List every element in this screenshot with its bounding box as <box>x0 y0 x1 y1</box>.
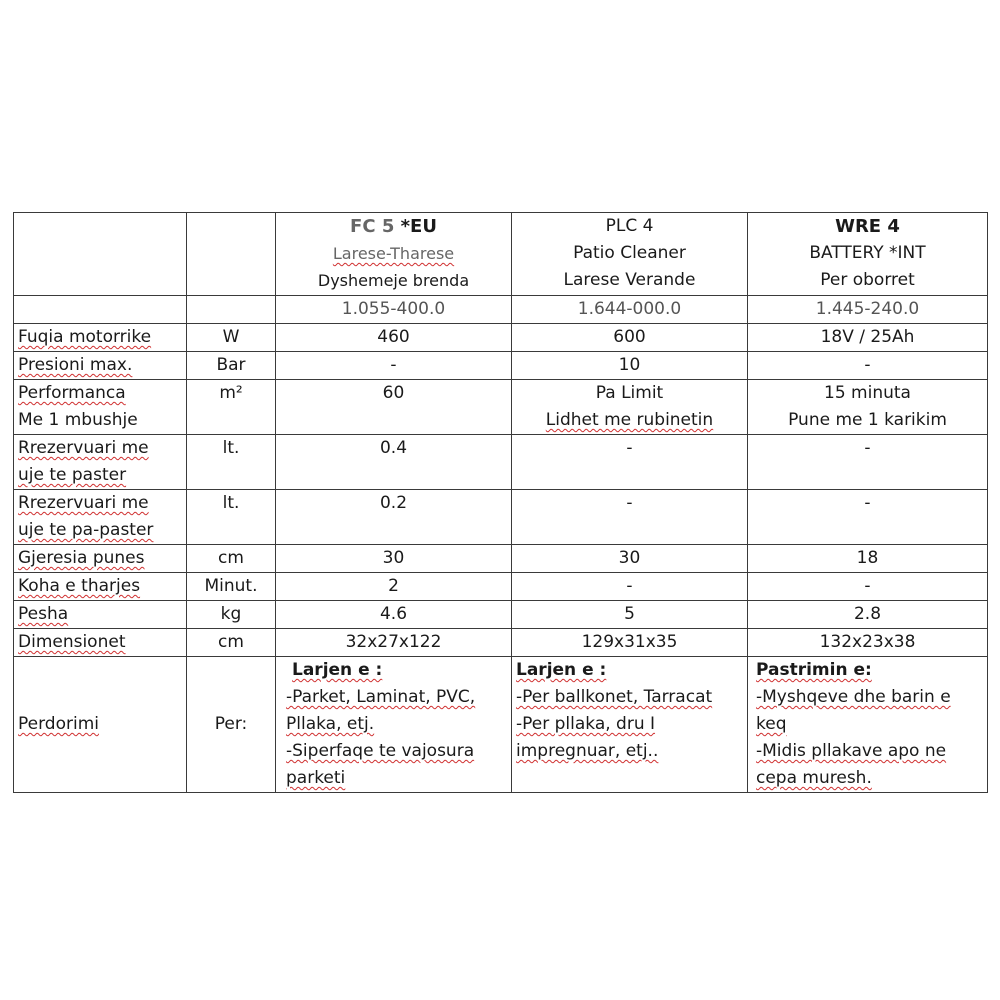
cell-wre4: 2.8 <box>748 601 988 629</box>
header-fc5 <box>276 213 512 296</box>
cell-plc4: - <box>512 490 748 545</box>
fc5-subtitle-2: Dyshemeje brenda <box>317 271 470 290</box>
cell-fc5: 0.2 <box>276 490 512 545</box>
usage-wre4: Pastrimin e: -Myshqeve dhe barin e keq -Midis pllakave apo ne cepa muresh. <box>748 657 988 793</box>
cell-wre4: 15 minuta Pune me 1 karikim <box>748 380 988 435</box>
header-empty-cell <box>14 213 187 296</box>
wre4-title: WRE 4 <box>835 216 900 237</box>
cell-fc5: 60 <box>276 380 512 435</box>
cell-fc5: - <box>276 352 512 380</box>
cell-fc5: 4.6 <box>276 601 512 629</box>
cell-plc4: 30 <box>512 545 748 573</box>
cell-wre4: 18 <box>748 545 988 573</box>
row-label: Pesha <box>14 601 187 629</box>
table-row <box>14 435 988 490</box>
table-row <box>14 601 988 629</box>
table-row <box>14 573 988 601</box>
row-unit: lt. <box>187 435 276 490</box>
row-unit: cm <box>187 629 276 657</box>
cell-wre4: 18V / 25Ah <box>748 324 988 352</box>
fc5-subtitle-1: Larese-Tharese <box>332 244 455 263</box>
usage-unit: Per: <box>187 657 276 793</box>
table-row <box>14 380 988 435</box>
cell-plc4: 5 <box>512 601 748 629</box>
row-unit: Bar <box>187 352 276 380</box>
code-row <box>14 296 988 324</box>
row-label: Rrezervuari me uje te pa-paster <box>14 490 187 545</box>
table-row <box>14 324 988 352</box>
row-label: Rrezervuari me uje te paster <box>14 435 187 490</box>
cell-plc4: 10 <box>512 352 748 380</box>
cell-fc5: 30 <box>276 545 512 573</box>
usage-plc4: Larjen e : -Per ballkonet, Tarracat -Per pllaka, dru I impregnuar, etj.. <box>512 657 748 793</box>
header-row <box>14 213 988 296</box>
plc4-subtitle-2: Larese Verande <box>563 270 696 290</box>
row-label: Presioni max. <box>14 352 187 380</box>
table-row <box>14 352 988 380</box>
header-plc4 <box>512 213 748 296</box>
row-label: Dimensionet <box>14 629 187 657</box>
row-unit: Minut. <box>187 573 276 601</box>
usage-row <box>14 657 988 793</box>
row-label: Gjeresia punes <box>14 545 187 573</box>
cell-plc4: 600 <box>512 324 748 352</box>
cell-fc5: 2 <box>276 573 512 601</box>
cell-wre4: - <box>748 573 988 601</box>
header-empty-cell <box>187 213 276 296</box>
plc4-code: 1.644-000.0 <box>512 296 748 324</box>
header-wre4 <box>748 213 988 296</box>
fc5-title-part1: FC 5 <box>350 216 395 237</box>
plc4-title: PLC 4 <box>605 216 654 236</box>
row-unit: cm <box>187 545 276 573</box>
fc5-code: 1.055-400.0 <box>276 296 512 324</box>
table-row <box>14 545 988 573</box>
fc5-title-part2: *EU <box>394 216 437 237</box>
usage-label: Perdorimi <box>14 657 187 793</box>
cell-plc4: Pa Limit Lidhet me rubinetin <box>512 380 748 435</box>
cell-fc5: 0.4 <box>276 435 512 490</box>
cell-fc5: 32x27x122 <box>276 629 512 657</box>
cell-plc4: - <box>512 573 748 601</box>
row-unit: m² <box>187 380 276 435</box>
row-unit: kg <box>187 601 276 629</box>
row-unit: W <box>187 324 276 352</box>
cell-plc4: - <box>512 435 748 490</box>
cell-plc4: 129x31x35 <box>512 629 748 657</box>
table-row <box>14 490 988 545</box>
code-empty-cell <box>187 296 276 324</box>
row-label: Performanca Me 1 mbushje <box>14 380 187 435</box>
table-row <box>14 629 988 657</box>
spec-table <box>13 212 988 793</box>
wre4-subtitle-1: BATTERY *INT <box>809 243 926 263</box>
cell-fc5: 460 <box>276 324 512 352</box>
cell-wre4: - <box>748 490 988 545</box>
cell-wre4: - <box>748 435 988 490</box>
row-label: Fuqia motorrike <box>14 324 187 352</box>
usage-fc5: Larjen e : -Parket, Laminat, PVC, Pllaka, etj. -Siperfaqe te vajosura parketi <box>276 657 512 793</box>
plc4-subtitle-1: Patio Cleaner <box>573 243 686 263</box>
wre4-code: 1.445-240.0 <box>748 296 988 324</box>
row-unit: lt. <box>187 490 276 545</box>
wre4-subtitle-2: Per oborret <box>820 270 915 290</box>
cell-wre4: 132x23x38 <box>748 629 988 657</box>
row-label: Koha e tharjes <box>14 573 187 601</box>
cell-wre4: - <box>748 352 988 380</box>
code-empty-cell <box>14 296 187 324</box>
